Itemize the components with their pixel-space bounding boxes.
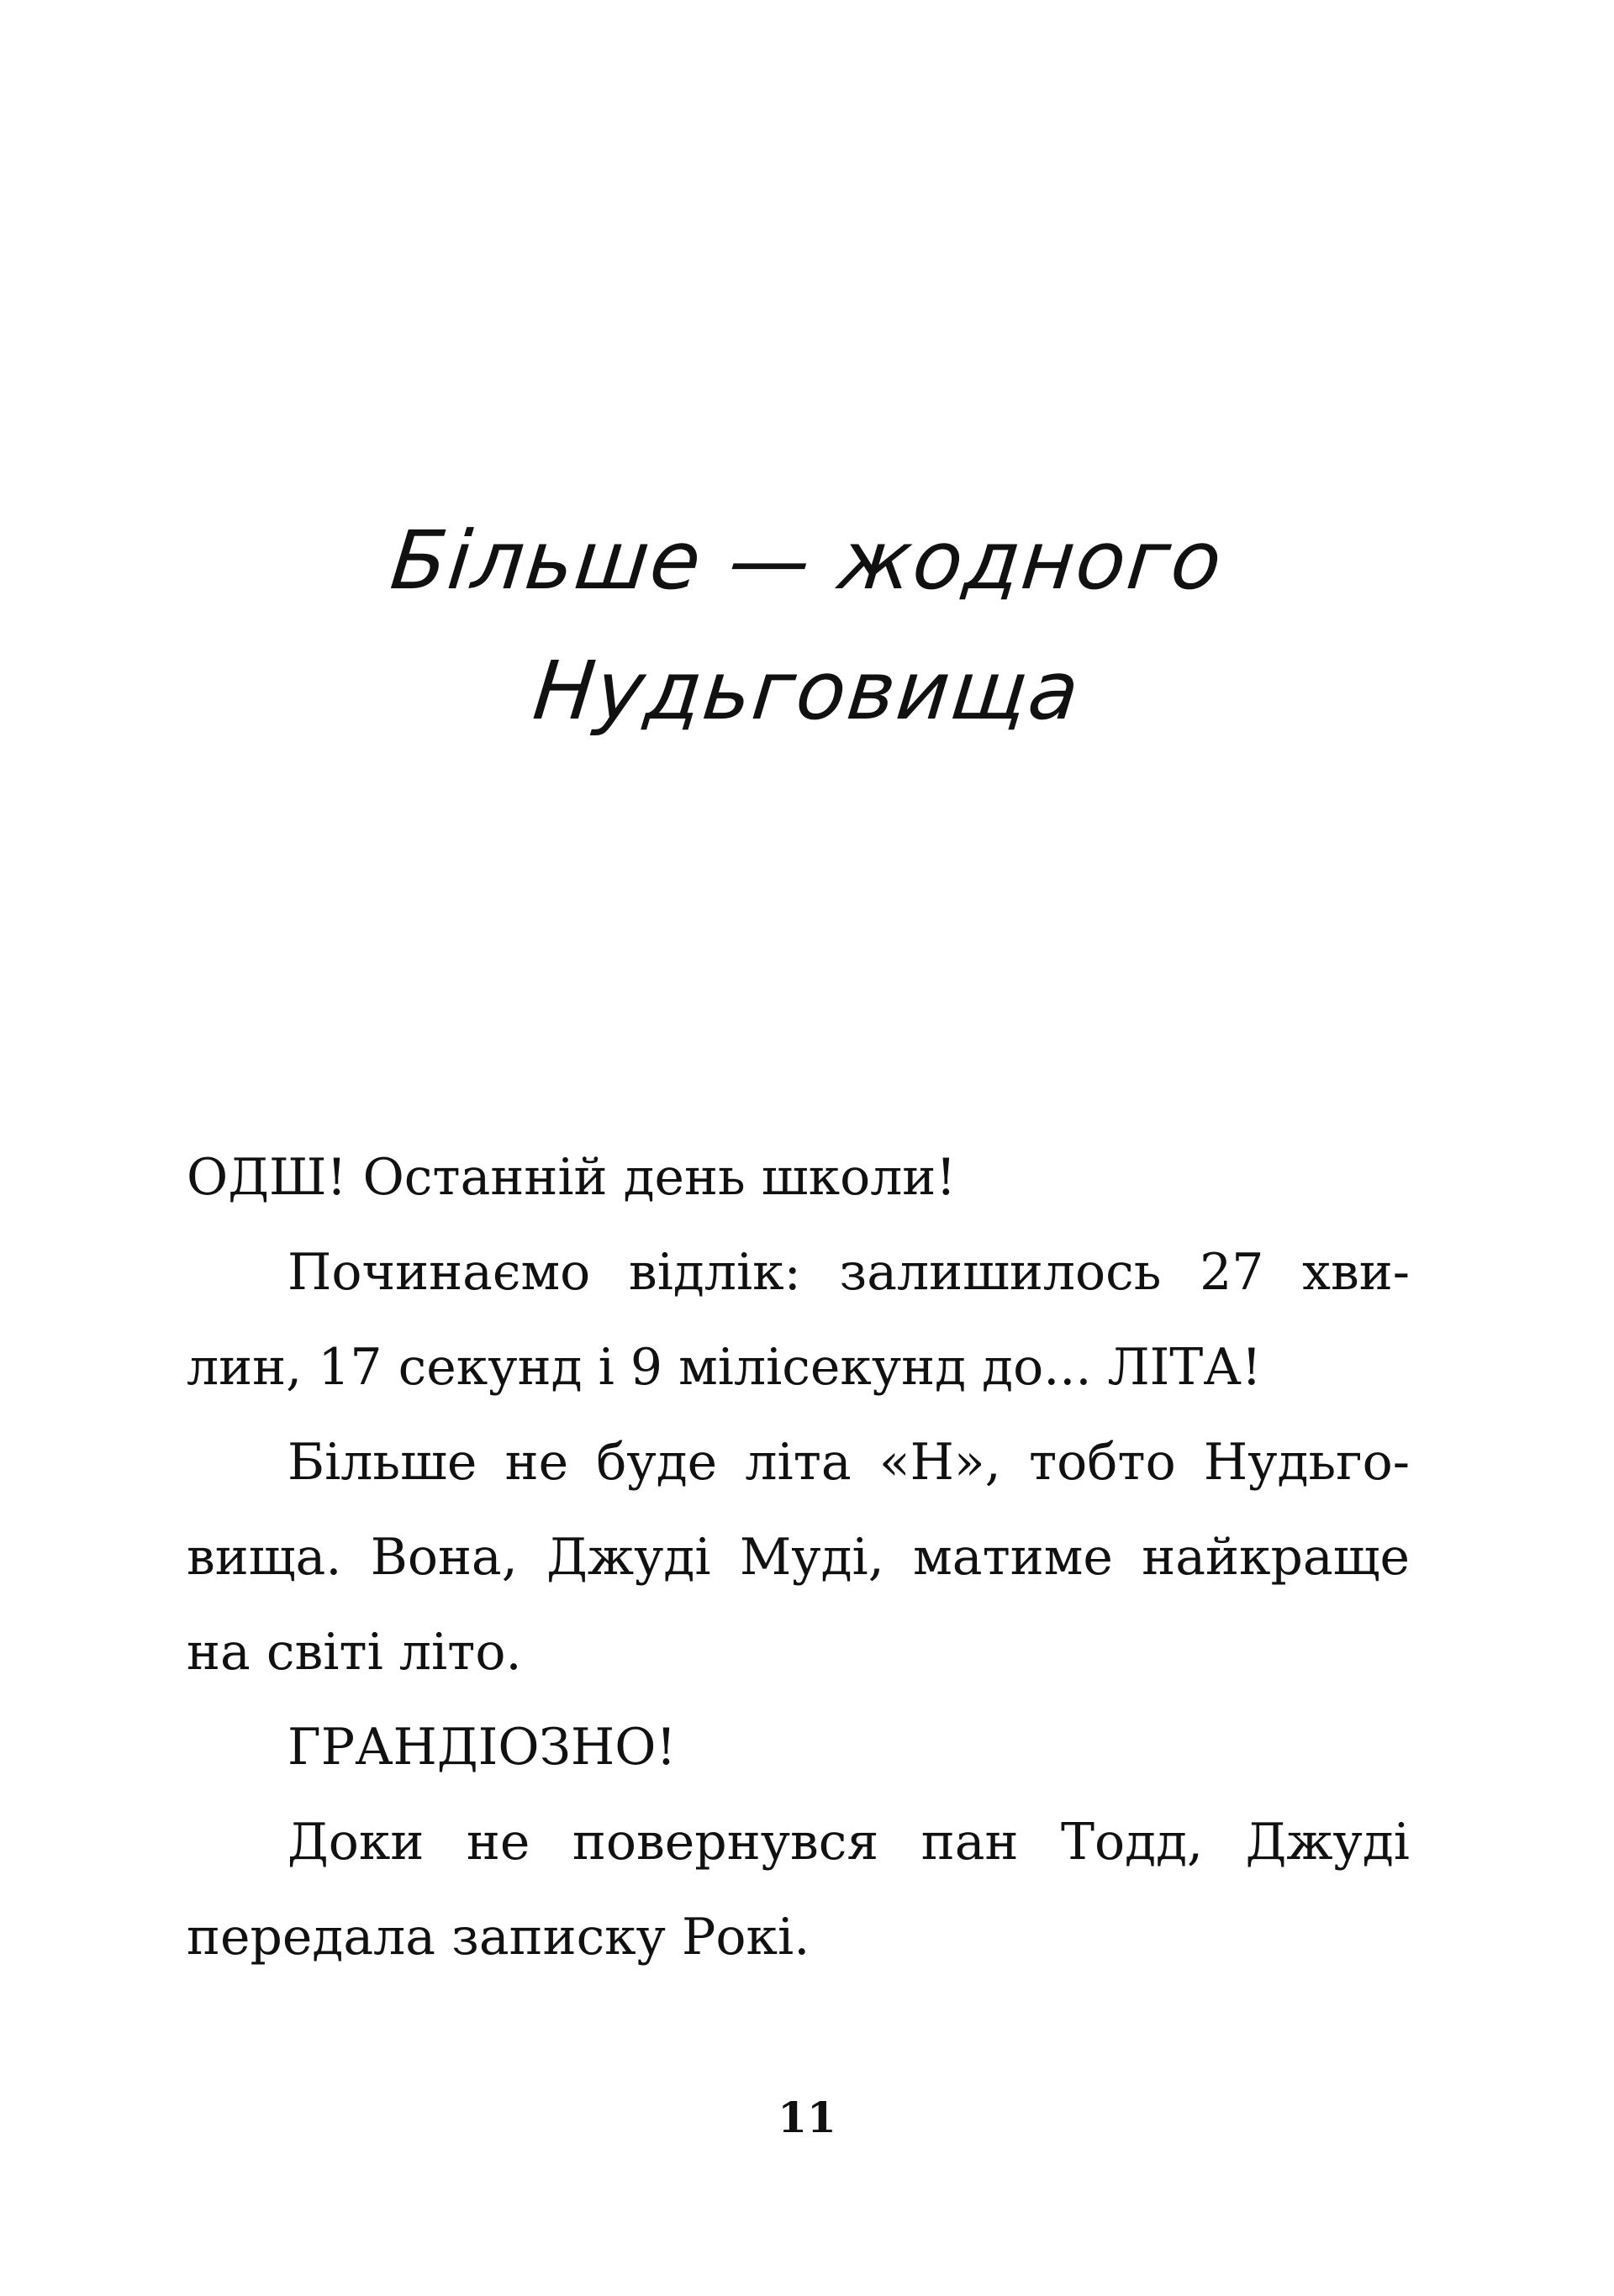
chapter-title-line-1: Більше — жодного (386, 513, 1228, 608)
paragraph-1: ОДШ! Останній день школи! (187, 1148, 957, 1207)
page-number: 11 (778, 2093, 836, 2142)
paragraph-4: ГРАНДІОЗНО! (287, 1718, 677, 1777)
chapter-title (0, 496, 1614, 756)
paragraph-5: Доки не повернувся пан Тодд, Джуді передала записку Рокі. (187, 1813, 1410, 1967)
paragraph-2: Починаємо відлік: залишилось 27 хвилин, 17 секунд і 9 мілісекунд до... ЛІТА! (187, 1243, 1410, 1397)
chapter-title-line-2: Нудьговища (529, 644, 1085, 738)
body-text (187, 1130, 1410, 1985)
paragraph-3: Більше не буде літа «Н», тобто Нудьговища. Вона, Джуді Муді, матиме найкраще на світі літо. (187, 1433, 1410, 1682)
